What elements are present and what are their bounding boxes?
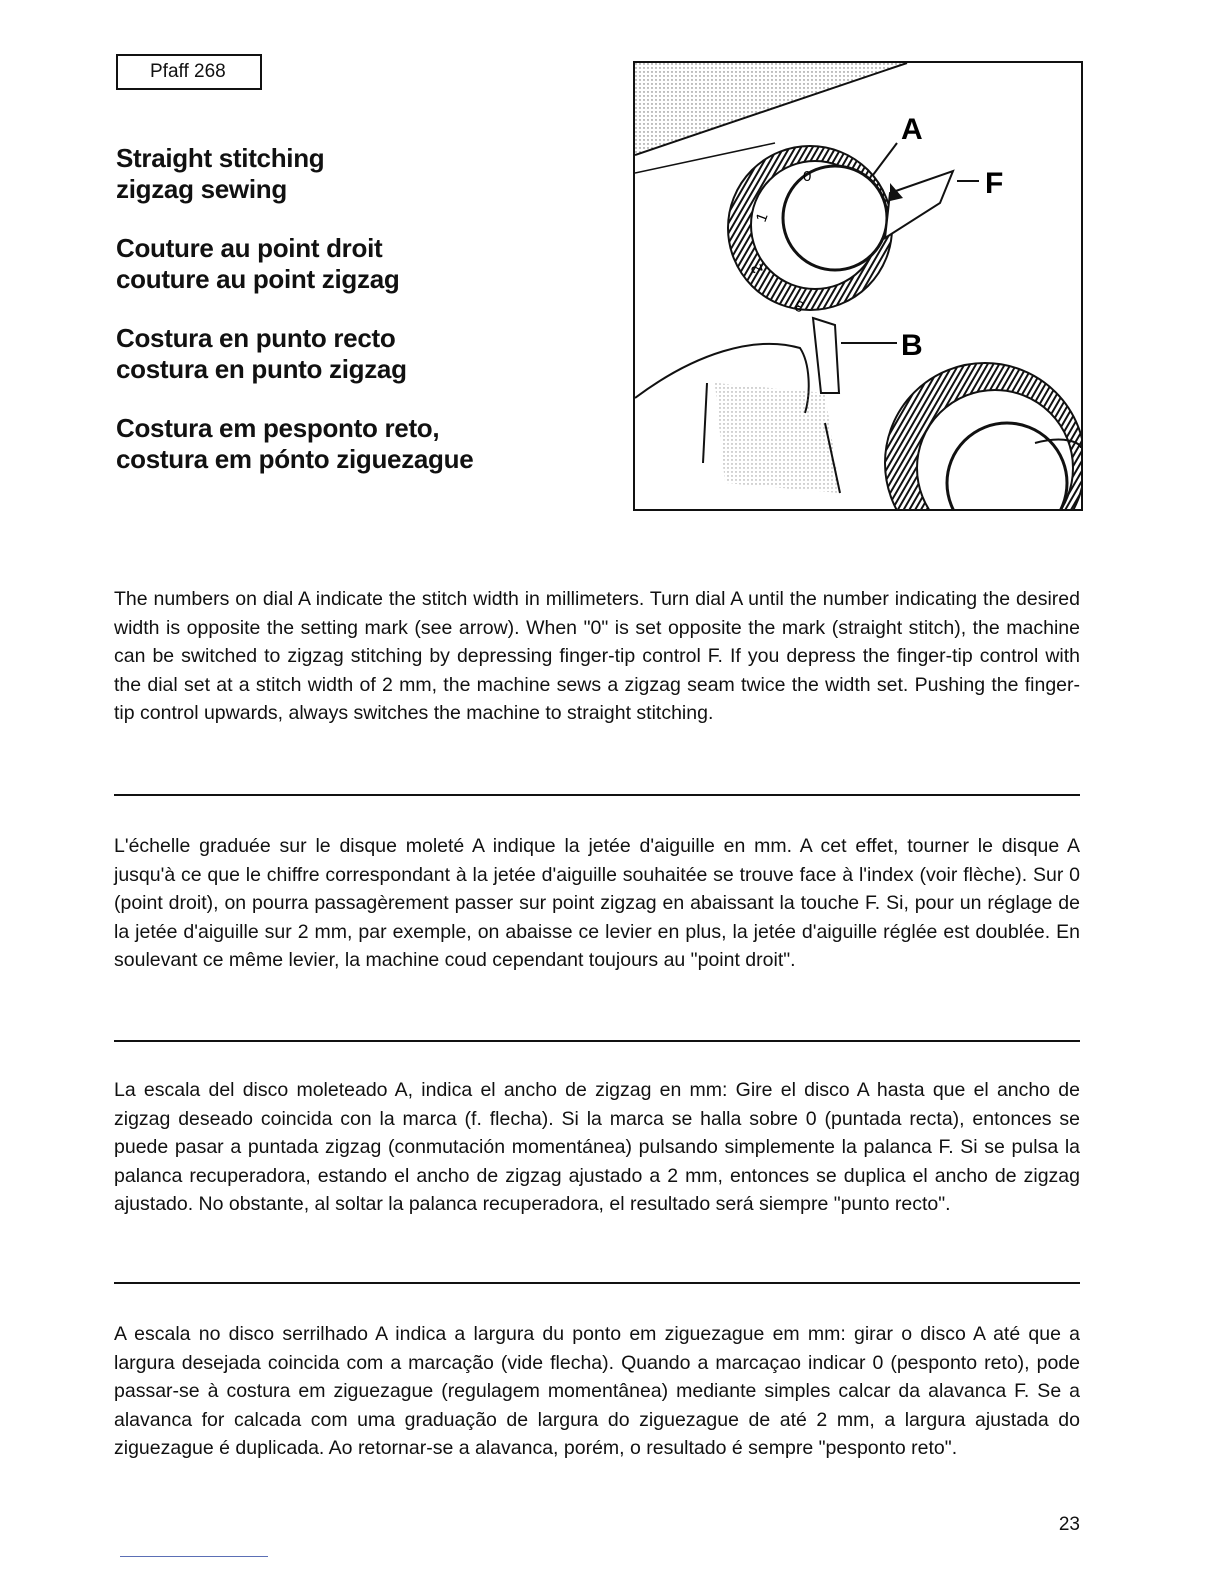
title-english [116,143,586,205]
leader-a [873,143,897,175]
dial-drawing [635,63,1081,509]
stitch-width-dial [728,146,892,315]
page-number: 23 [1058,1514,1080,1535]
title-line: Costura em pesponto reto, [116,413,440,443]
title-line: Straight stitching [116,143,325,173]
dial-number-1: 1 [752,210,772,225]
divider [114,1282,1080,1284]
divider [114,1040,1080,1042]
title-line: Couture au point droit [116,233,383,263]
title-line: zigzag sewing [116,174,287,204]
section-titles [116,143,586,503]
model-label: Pfaff 268 [150,61,226,82]
paragraph-portuguese: A escala no disco serrilhado A indica a largura du ponto em ziguezague em mm: girar o disco A até que a largura desejada coincida com a marcação (vide flecha). Quando a marcaçao indicar 0 (pesponto reto), pode passar-se à costura em ziguezague (regulagem momentânea) mediante simples calcar da alavanca F. Se a alavanca for calcada com uma graduação de largura do ziguezague de até 2 mm, a largura ajustada do ziguezague é duplicada. Ao retornar-se a alavanca, porém, o resultado é sempre "pesponto reto". [114,1323,1080,1459]
scan-mark-line [120,1556,268,1557]
lower-dial [885,363,1081,509]
title-portuguese [116,413,586,475]
stitch-width-dial-illustration [633,61,1083,511]
title-line: couture au point zigzag [116,264,400,294]
dial-number-0: 0 [803,168,812,185]
paragraph-spanish: La escala del disco moleteado A, indica el ancho de zigzag en mm: Gire el disco A hasta que el ancho de zigzag deseado coincida con la marca (f. flecha). Si la marca se halla sobre 0 (puntada recta), entonces se puede pasar a puntada zigzag (conmutación momentánea) pulsando simplemente la palanca F. Si se pulsa la palanca recuperadora, estando el ancho de zigzag ajustado a 2 mm, entonces se duplica el ancho de zigzag ajustado. No obstante, al soltar la palanca recuperadora, el resultado será siempre "punto recto". [114,1079,1080,1215]
title-line: costura en punto zigzag [116,354,407,384]
paragraph-french: L'échelle graduée sur le disque moleté A indique la jetée d'aiguille en mm. A cet effet, tourner le disque A jusqu'à ce que le chiffre correspondant à la jetée d'aiguille souhaitée se trouve face à l'index (voir flèche). Sur 0 (point droit), on pourra passagèrement passer sur point zigzag en abaissant la touche F. Si, pour un réglage de la jetée d'aiguille sur 2 mm, par exemple, on abaisse ce levier en plus, la jetée d'aiguille réglée est doublée. En soulevant ce même levier, la machine coud cependant toujours au "point droit". [114,835,1080,971]
dial-number-3: 3 [792,296,807,316]
title-line: Costura en punto recto [116,323,396,353]
model-label-box [116,54,262,90]
lever-b [813,318,839,393]
body-line-2 [703,383,707,463]
finger-tip-control [885,171,953,238]
title-french [116,233,586,295]
hand-shading [715,383,840,493]
title-spanish [116,323,586,385]
label-b: B [901,329,923,362]
paragraph-english: The numbers on dial A indicate the stitch width in millimeters. Turn dial A until the number indicating the desired width is opposite the setting mark (see arrow). When "0" is set opposite the mark (straight stitch), the machine can be switched to zigzag stitching by depressing finger-tip control F. If you depress the finger-tip control with the dial set at a stitch width of 2 mm, the machine sews a zigzag seam twice the width set. Pushing the finger-tip control upwards, always switches the machine to straight stitching. [114,588,1080,724]
label-a: A [901,113,923,146]
title-line: costura em pónto ziguezague [116,444,474,474]
dial-number-2: 2 [747,261,767,276]
divider [114,794,1080,796]
label-f: F [985,167,1004,200]
